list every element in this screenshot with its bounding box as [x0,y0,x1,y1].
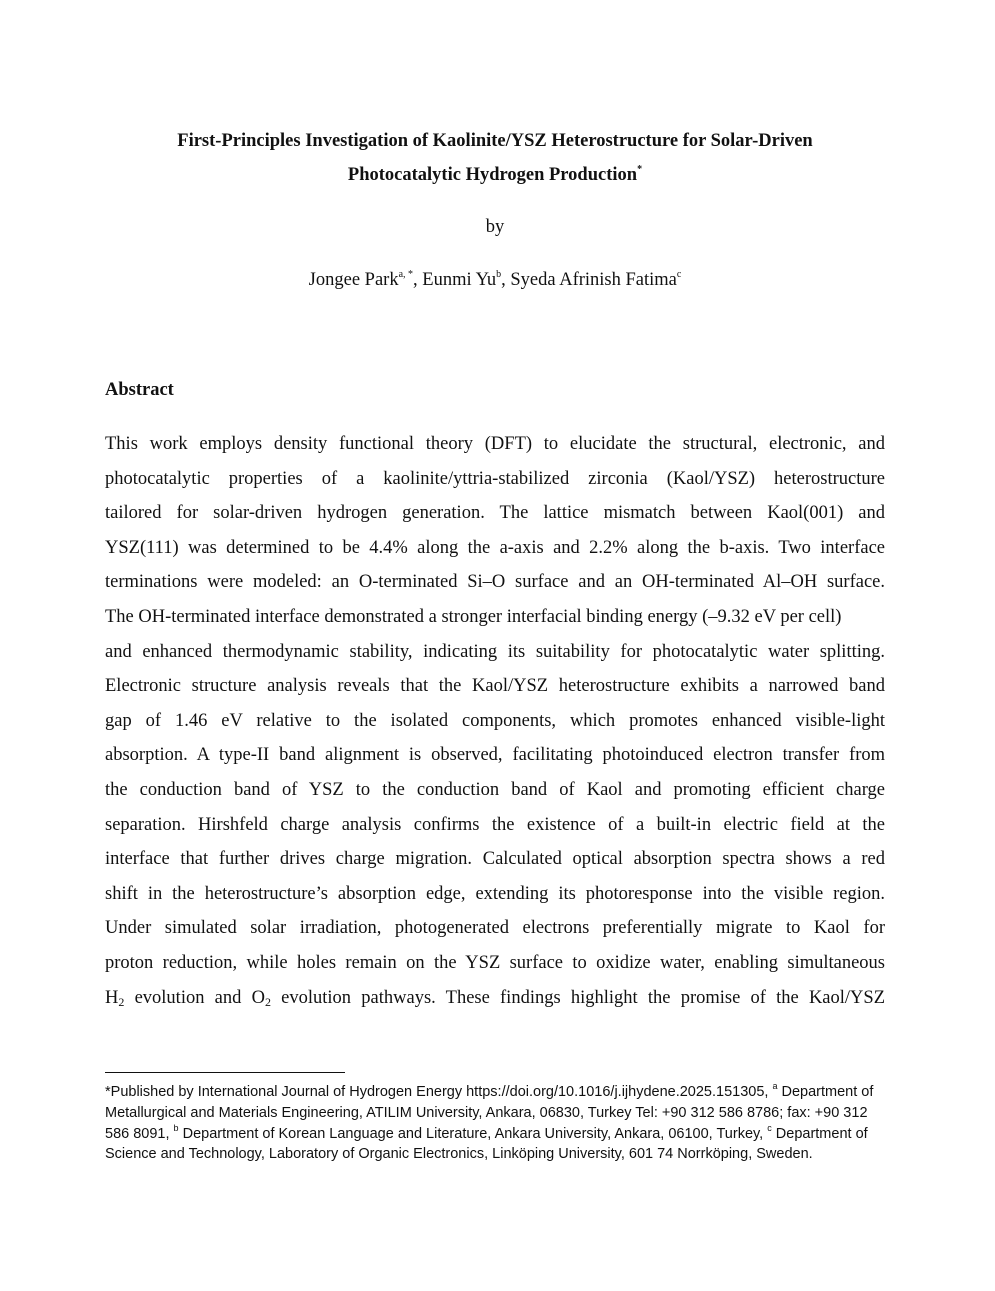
author-name: Eunmi Yu [422,270,497,290]
author-name: Jongee Park [308,270,399,290]
footnote [105,1082,895,1165]
paper-title [105,124,885,192]
abstract-line-last [105,981,885,1016]
abstract-line: separation. Hirshfeld charge analysis confirms the existence of a built-in electric field at the [105,814,885,835]
author-affiliation-marker: b [496,268,502,280]
abstract-line: interface that further drives charge migration. Calculated optical absorption spectra shows a red [105,849,885,870]
abstract-line: absorption. A type-II band alignment is observed, facilitating photoinduced electron transfer from [105,745,885,766]
abstract-line: photocatalytic properties of a kaolinite/yttria-stabilized zirconia (Kaol/YSZ) heterostructure [105,468,885,489]
footnote-affiliation-marker: b [173,1122,179,1133]
abstract-heading: Abstract [105,380,174,400]
abstract-line: tailored for solar-driven hydrogen generation. The lattice mismatch between Kaol(001) and [105,503,885,524]
author-affiliation-marker: c [676,268,682,280]
footnote-affiliation-marker: c [767,1122,772,1133]
author-name: Syeda Afrinish Fatima [510,270,677,290]
h2-symbol: H [105,987,119,1008]
title-line-1: First-Principles Investigation of Kaolinite/YSZ Heterostructure for Solar-Driven [177,131,813,151]
abstract-line: shift in the heterostructure’s absorption edge, extending its photoresponse into the visible region. [105,883,885,904]
abstract-line: proton reduction, while holes remain on the YSZ surface to oxidize water, enabling simultaneous [105,952,885,973]
abstract-line: gap of 1.46 eV relative to the isolated components, which promotes enhanced visible-light [105,710,885,731]
abstract-line: YSZ(111) was determined to be 4.4% along the a-axis and 2.2% along the b-axis. Two interface [105,537,885,558]
byline: by [485,217,505,237]
title-footnote-marker: * [637,163,643,175]
abstract-body [105,427,885,1015]
author-separator: , [501,270,511,290]
abstract-line: Under simulated solar irradiation, photogenerated electrons preferentially migrate to Kaol for [105,918,885,939]
footnote-affiliation: Department of Science and Technology, Laboratory of Organic Electronics, Linköping University, 601 74 Norrköping, Sweden. [105,1125,868,1163]
abstract-line: the conduction band of YSZ to the conduction band of Kaol and promoting efficient charge [105,779,885,800]
last-line-segment-2: evolution pathways. These findings highlight the promise of the Kaol/YSZ [270,987,886,1008]
abstract-line: The OH-terminated interface demonstrated a stronger interfacial binding energy (–9.32 eV per cell) [105,606,842,627]
abstract-line: terminations were modeled: an O-terminated Si–O surface and an OH-terminated Al–OH surface. [105,572,885,593]
o2-subscript: 2 [264,994,271,1009]
author-list [105,265,885,295]
author-affiliation-marker: a, * [398,268,414,280]
footnote-affiliation: Department of Metallurgical and Materials Engineering, ATILIM University, Ankara, 06830, Turkey Tel: +90 312 586 8786; fax: +90 312 586 8091, [105,1084,874,1142]
footnote-affiliation: Department of Korean Language and Literature, Ankara University, Ankara, 06100, Turkey, [182,1125,764,1142]
h2-subscript: 2 [118,994,125,1009]
abstract-line: and enhanced thermodynamic stability, indicating its suitability for photocatalytic water splitting. [105,641,885,662]
last-line-segment-1: evolution and O [124,987,265,1008]
footnote-intro: *Published by International Journal of Hydrogen Energy https://doi.org/10.1016/j.ijhydene.2025.151305, [105,1084,769,1100]
author-separator: , [413,270,423,290]
title-line-2-text: Photocatalytic Hydrogen Production [347,165,638,185]
footnote-affiliation-marker: a [772,1081,778,1092]
abstract-line: Electronic structure analysis reveals that the Kaol/YSZ heterostructure exhibits a narrowed band [105,676,885,697]
footnote-separator [105,1072,345,1073]
title-line-2 [105,158,885,192]
abstract-line: This work employs density functional theory (DFT) to elucidate the structural, electronic, and [105,434,885,454]
